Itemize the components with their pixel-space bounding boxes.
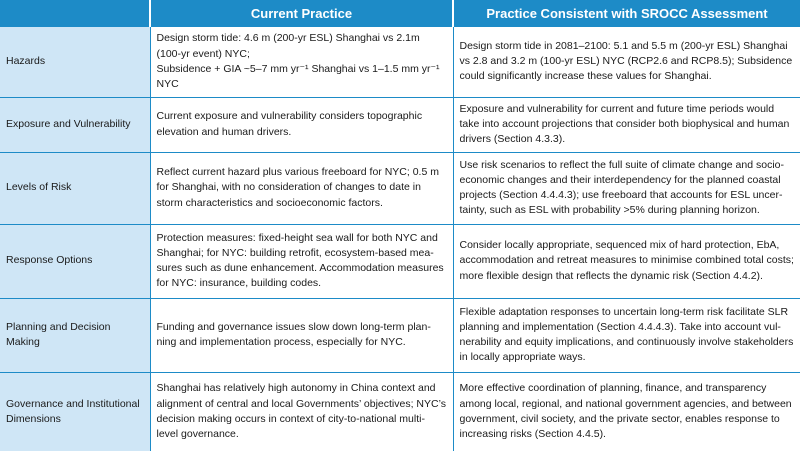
row-label: Hazards: [0, 27, 150, 97]
current-practice-cell: Protection measures: fixed-height sea wall for both NYC and Shanghai; for NYC: building retrofit, ecosystem-based mea-sures such as dune enhancement. Accommodation measures for NYC: insurance, building codes.: [150, 224, 453, 298]
header-srocc-practice: Practice Consistent with SROCC Assessment: [453, 0, 800, 27]
current-practice-cell: Reflect current hazard plus various freeboard for NYC; 0.5 m for Shanghai, with no consideration of changes to date in storm characteristics and socioeconomic factors.: [150, 152, 453, 224]
row-label: Governance and Institutional Dimensions: [0, 372, 150, 451]
current-practice-cell: Current exposure and vulnerability considers topographic elevation and human drivers.: [150, 97, 453, 152]
row-label: Levels of Risk: [0, 152, 150, 224]
current-practice-cell: Funding and governance issues slow down long-term plan-ning and implementation process, especially for NYC.: [150, 298, 453, 372]
current-line: Design storm tide: 4.6 m (200-yr ESL) Shanghai vs 2.1m (100-yr event) NYC;: [156, 32, 420, 60]
srocc-practice-cell: More effective coordination of planning, finance, and transparency among local, regional, and national government agencies, and between government, civil society, and the private sector, enables response to increasing risks (Section 4.4.5).: [453, 372, 800, 451]
row-hazards: [0, 27, 800, 97]
header-blank: [0, 0, 150, 27]
header-current-practice: Current Practice: [150, 0, 453, 27]
current-line: Subsidence + GIA ~5–7 mm yr⁻¹ Shanghai vs 1–1.5 mm yr⁻¹ NYC: [156, 62, 440, 90]
current-practice-cell: Shanghai has relatively high autonomy in China context and alignment of central and local Governments’ objectives; NYC’s decision making occurs in context of city-to-national multi-level governance.: [150, 372, 453, 451]
row-label: Response Options: [0, 224, 150, 298]
row-label: Planning and Decision Making: [0, 298, 150, 372]
srocc-practice-cell: Consider locally appropriate, sequenced mix of hard protection, EbA, accommodation and retreat measures to minimise combined total costs; more flexible design that reflects the dynamic risk (Section 4.4.2).: [453, 224, 800, 298]
header-row: [0, 0, 800, 27]
row-governance: [0, 372, 800, 451]
srocc-practice-cell: Flexible adaptation responses to uncertain long-term risk facilitate SLR planning and implementation (Section 4.4.4.3). Take into account vul-nerability and equity implications, and continuously involve stakeholders in locally appropriate ways.: [453, 298, 800, 372]
srocc-practice-cell: Design storm tide in 2081–2100: 5.1 and 5.5 m (200-yr ESL) Shanghai vs 2.8 and 3.2 m (100-yr ESL) NYC (RCP2.6 and RCP8.5); Subsidence could significantly increase these values for Shanghai.: [453, 27, 800, 97]
row-exposure: [0, 97, 800, 152]
current-practice-cell: [150, 27, 453, 97]
row-label: Exposure and Vulnerability: [0, 97, 150, 152]
srocc-practice-cell: Exposure and vulnerability for current and future time periods would take into account projections that consider both biophysical and human drivers (Section 4.3.3).: [453, 97, 800, 152]
row-planning: [0, 298, 800, 372]
srocc-practice-cell: Use risk scenarios to reflect the full suite of climate change and socio-economic changes and their interdependency for the planned coastal projects (Section 4.4.4.3); use freeboard that accounts for ESL uncer-tainty, such as ESL with probability >5% during planning horizon.: [453, 152, 800, 224]
row-response-options: [0, 224, 800, 298]
row-levels-of-risk: [0, 152, 800, 224]
